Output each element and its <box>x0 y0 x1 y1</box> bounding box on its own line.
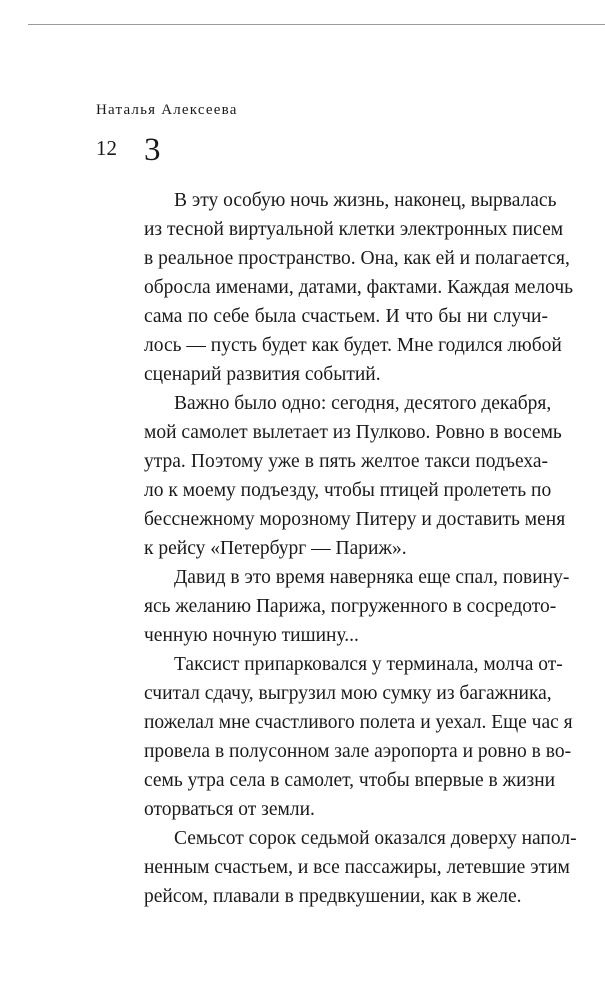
body-text <box>144 186 577 911</box>
text-line: рейсом, плавали в предвкушении, как в желе. <box>144 886 522 907</box>
text-line: утра. Поэтому уже в пять желтое такси подъеха- <box>144 451 548 472</box>
paragraph <box>144 824 577 911</box>
paragraph <box>144 186 574 389</box>
text-line: к рейсу «Петербург — Париж». <box>144 538 407 559</box>
page-number: 12 <box>96 136 117 160</box>
paragraph <box>144 389 566 563</box>
text-line: Давид в это время наверняка еще спал, повину- <box>174 567 570 588</box>
text-line: семь утра села в самолет, чтобы впервые в жизни <box>144 770 556 791</box>
text-line: Важно было одно: сегодня, десятого декабря, <box>174 393 552 414</box>
text-line: Таксист припарковался у терминала, молча от- <box>174 654 563 675</box>
text-line: считал сдачу, выгрузил мою сумку из багажника, <box>144 683 552 704</box>
text-line: сама по себе была счастьем. И что бы ни случи- <box>144 306 548 327</box>
running-head-author: Наталья Алексеева <box>96 102 238 118</box>
text-line: ясь желанию Парижа, погруженного в сосредото- <box>144 596 557 617</box>
text-line: в реальное пространство. Она, как ей и полагается, <box>144 248 570 269</box>
text-line: ненным счастьем, и все пассажиры, летевшие этим <box>144 857 570 878</box>
text-line: пожелал мне счастливого полета и уехал. Еще час я <box>144 712 573 733</box>
paragraph <box>144 563 570 650</box>
text-line: В эту особую ночь жизнь, наконец, вырвалась <box>174 190 557 211</box>
text-line: оторваться от земли. <box>144 799 315 820</box>
text-line: из тесной виртуальной клетки электронных писем <box>144 219 564 240</box>
text-line: бесснежному морозному Питеру и доставить меня <box>144 509 566 530</box>
chapter-number: 3 <box>144 132 161 168</box>
text-line: мой самолет вылетает из Пулково. Ровно в восемь <box>144 422 562 443</box>
text-line: лось — пусть будет как будет. Мне годился любой <box>144 335 562 356</box>
top-rule <box>28 24 605 25</box>
text-line: ченную ночную тишину... <box>144 625 359 646</box>
paragraph <box>144 650 573 824</box>
text-line: провела в полусонном зале аэропорта и ровно в во- <box>144 741 572 762</box>
text-line: сценарий развития событий. <box>144 364 381 385</box>
text-line: Семьсот сорок седьмой оказался доверху напол- <box>174 828 577 849</box>
text-line: ло к моему подъезду, чтобы птицей пролететь по <box>144 480 552 501</box>
text-line: обросла именами, датами, фактами. Каждая мелочь <box>144 277 574 298</box>
